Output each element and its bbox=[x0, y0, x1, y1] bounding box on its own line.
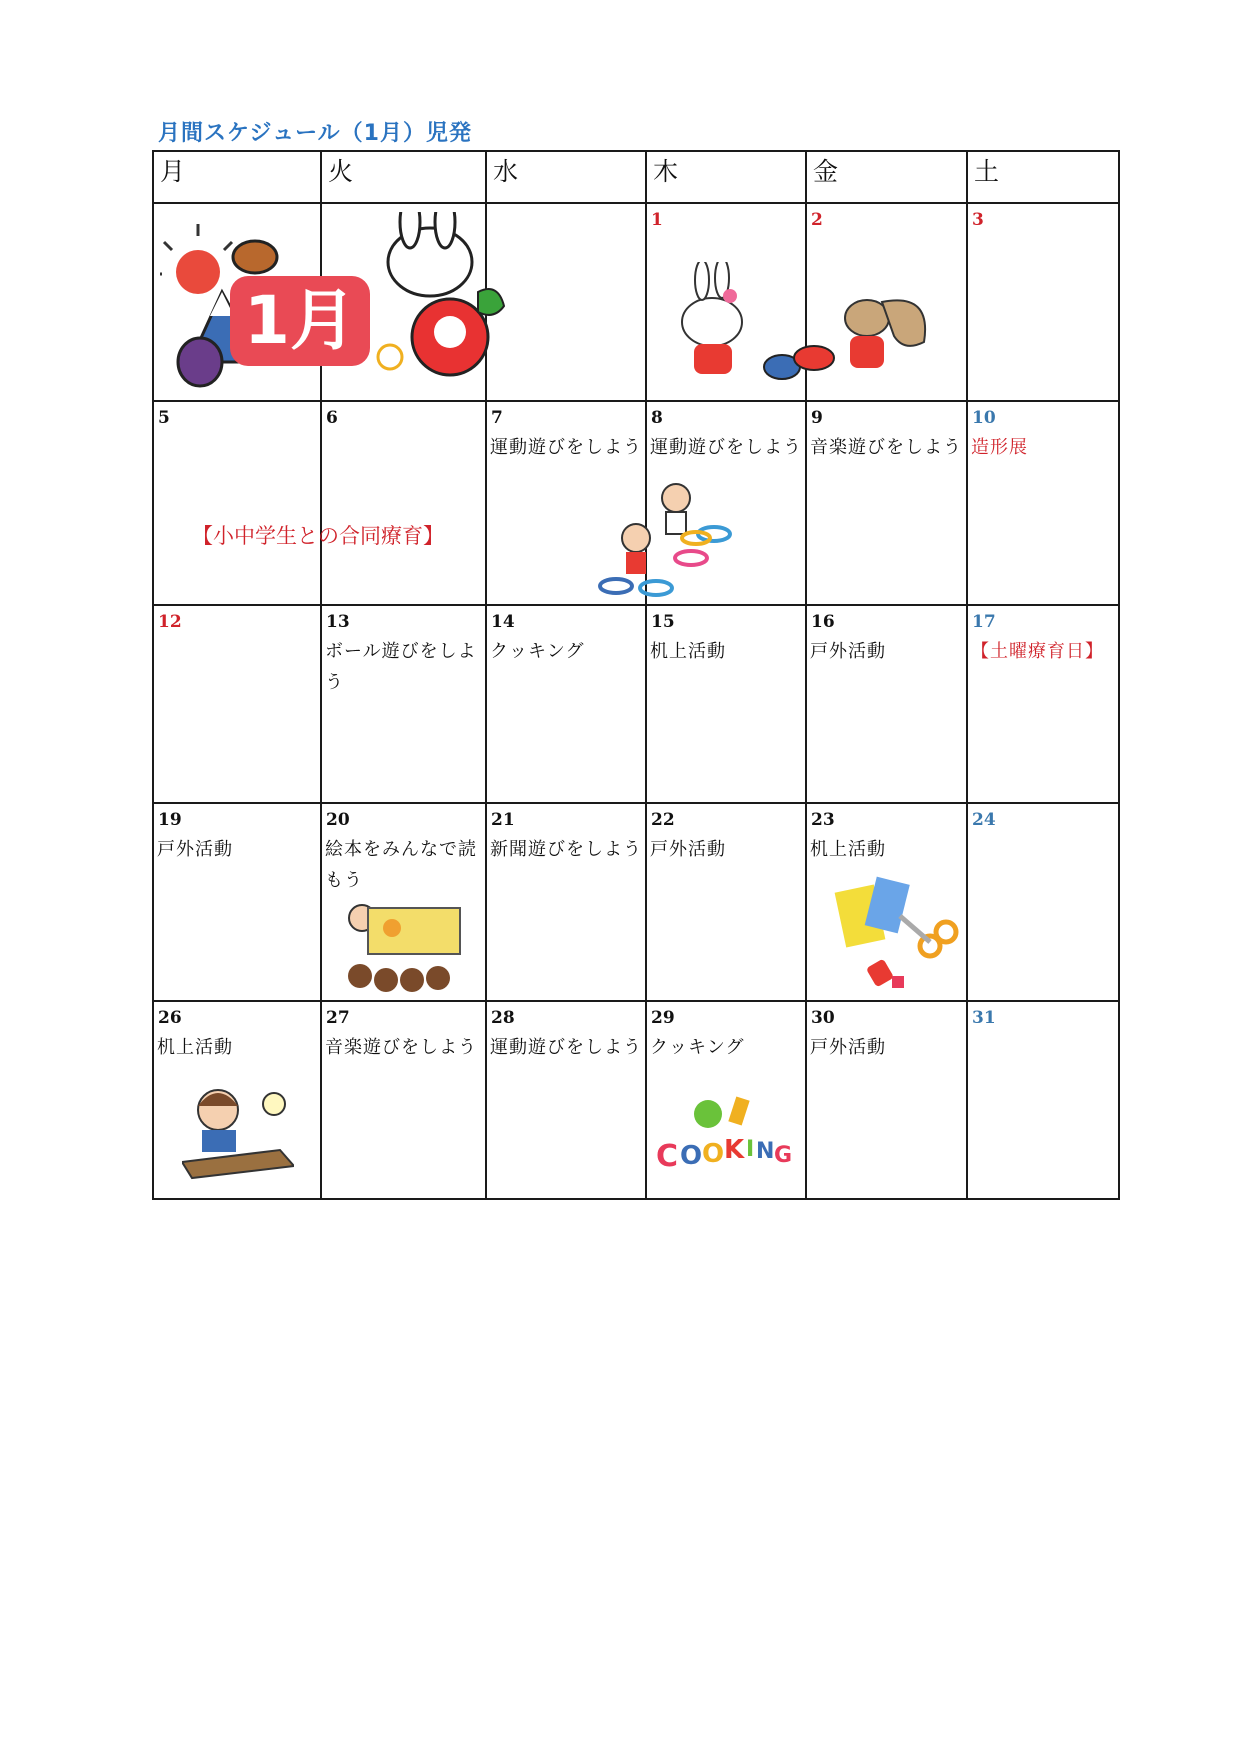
day-cell-12 bbox=[153, 605, 321, 803]
day-event: 音楽遊びをしよう bbox=[810, 437, 962, 458]
weekday-fri: 金 bbox=[806, 151, 967, 203]
day-event: 机上活動 bbox=[810, 839, 886, 860]
day-number: 30 bbox=[811, 1008, 835, 1028]
day-event: 運動遊びをしよう bbox=[490, 1037, 642, 1058]
picture-book-illustration bbox=[340, 898, 470, 994]
week-row-4 bbox=[153, 803, 1119, 1001]
month-badge: 1月 bbox=[230, 276, 370, 366]
svg-text:N: N bbox=[756, 1139, 775, 1164]
day-cell-30 bbox=[806, 1001, 967, 1199]
desk-work-illustration bbox=[182, 1082, 294, 1180]
weekday-header-row bbox=[153, 151, 1119, 203]
weekday-tue: 火 bbox=[321, 151, 486, 203]
day-cell-17 bbox=[967, 605, 1119, 803]
day-event: 【土曜療育日】 bbox=[971, 641, 1104, 662]
day-cell-31 bbox=[967, 1001, 1119, 1199]
day-cell-19 bbox=[153, 803, 321, 1001]
day-event: 運動遊びをしよう bbox=[490, 437, 642, 458]
day-number: 17 bbox=[972, 612, 996, 632]
day-number: 8 bbox=[651, 408, 663, 428]
day-event: 造形展 bbox=[971, 437, 1028, 458]
day-cell-empty bbox=[486, 203, 646, 401]
day-number: 31 bbox=[972, 1008, 996, 1028]
day-event: 絵本をみんなで読もう bbox=[325, 839, 477, 891]
day-number: 23 bbox=[811, 810, 835, 830]
day-number: 9 bbox=[811, 408, 823, 428]
week-row-5 bbox=[153, 1001, 1119, 1199]
day-cell-16 bbox=[806, 605, 967, 803]
day-cell-14 bbox=[486, 605, 646, 803]
week-row-3 bbox=[153, 605, 1119, 803]
day-number: 15 bbox=[651, 612, 675, 632]
svg-text:G: G bbox=[774, 1143, 793, 1168]
day-number: 5 bbox=[158, 408, 170, 428]
day-event: 戸外活動 bbox=[157, 839, 233, 860]
craft-illustration bbox=[830, 876, 962, 996]
day-cell-3 bbox=[967, 203, 1119, 401]
day-event: ボール遊びをしよう bbox=[325, 641, 477, 693]
day-event: クッキング bbox=[650, 1037, 745, 1058]
day-event: 机上活動 bbox=[157, 1037, 233, 1058]
day-number: 21 bbox=[491, 810, 515, 830]
day-event: 新聞遊びをしよう bbox=[490, 839, 642, 860]
day-number: 6 bbox=[326, 408, 338, 428]
svg-text:O: O bbox=[680, 1141, 703, 1171]
day-number: 29 bbox=[651, 1008, 675, 1028]
day-cell-27 bbox=[321, 1001, 486, 1199]
cooking-illustration bbox=[652, 1092, 800, 1178]
svg-text:C: C bbox=[656, 1139, 679, 1174]
day-number: 3 bbox=[972, 210, 984, 230]
day-number: 22 bbox=[651, 810, 675, 830]
day-number: 10 bbox=[972, 408, 996, 428]
day-cell-21 bbox=[486, 803, 646, 1001]
day-event: 音楽遊びをしよう bbox=[325, 1037, 477, 1058]
day-event: 机上活動 bbox=[650, 641, 726, 662]
day-number: 26 bbox=[158, 1008, 182, 1028]
day-cell-22 bbox=[646, 803, 806, 1001]
page-title: 月間スケジュール（1月）児発 bbox=[158, 121, 472, 146]
day-cell-28 bbox=[486, 1001, 646, 1199]
day-number: 1 bbox=[651, 210, 663, 230]
day-cell-9 bbox=[806, 401, 967, 605]
weekday-thu: 木 bbox=[646, 151, 806, 203]
day-cell-5 bbox=[153, 401, 321, 605]
day-event: 運動遊びをしよう bbox=[650, 437, 802, 458]
day-number: 13 bbox=[326, 612, 350, 632]
day-number: 20 bbox=[326, 810, 350, 830]
day-cell-13 bbox=[321, 605, 486, 803]
day-cell-6 bbox=[321, 401, 486, 605]
day-number: 16 bbox=[811, 612, 835, 632]
day-cell-15 bbox=[646, 605, 806, 803]
day-number: 24 bbox=[972, 810, 996, 830]
day-number: 2 bbox=[811, 210, 823, 230]
day-event: 戸外活動 bbox=[810, 1037, 886, 1058]
day-cell-10 bbox=[967, 401, 1119, 605]
weekday-mon: 月 bbox=[153, 151, 321, 203]
rabbit-top-illustration bbox=[672, 262, 934, 392]
day-number: 14 bbox=[491, 612, 515, 632]
svg-text:I: I bbox=[746, 1137, 755, 1162]
day-number: 7 bbox=[491, 408, 503, 428]
svg-text:K: K bbox=[724, 1135, 745, 1165]
weekday-wed: 水 bbox=[486, 151, 646, 203]
day-cell-24 bbox=[967, 803, 1119, 1001]
day-event: 戸外活動 bbox=[810, 641, 886, 662]
day-number: 27 bbox=[326, 1008, 350, 1028]
svg-text:O: O bbox=[702, 1139, 725, 1169]
day-number: 28 bbox=[491, 1008, 515, 1028]
merged-event-label: 【小中学生との合同療育】 bbox=[192, 524, 444, 548]
kids-hoop-illustration bbox=[596, 478, 736, 598]
day-event: 戸外活動 bbox=[650, 839, 726, 860]
day-number: 19 bbox=[158, 810, 182, 830]
weekday-sat: 土 bbox=[967, 151, 1119, 203]
day-number: 12 bbox=[158, 612, 182, 632]
day-event: クッキング bbox=[490, 641, 585, 662]
